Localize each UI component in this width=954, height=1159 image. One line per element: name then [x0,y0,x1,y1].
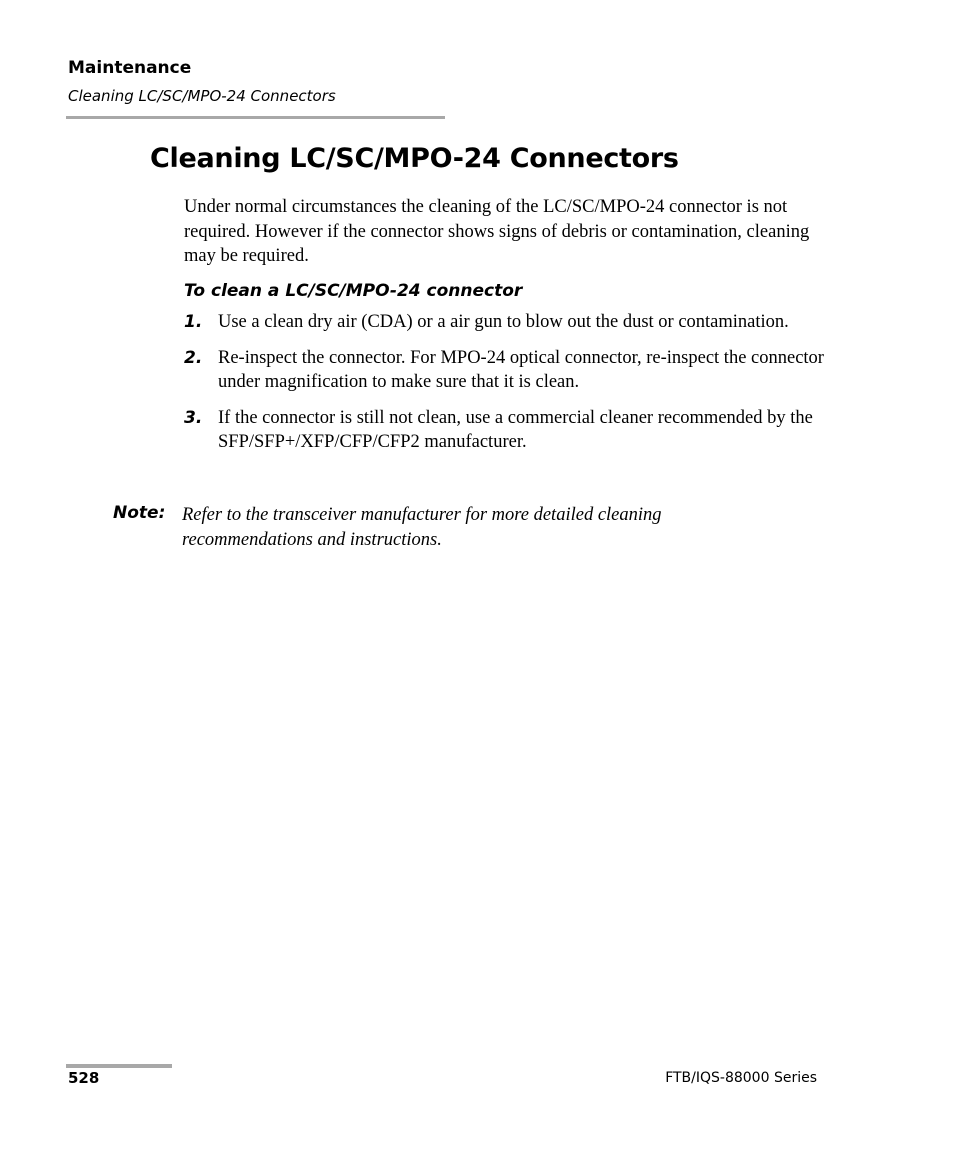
product-series: FTB/IQS-88000 Series [665,1070,817,1086]
intro-paragraph: Under normal circumstances the cleaning of the LC/SC/MPO-24 connector is not required. However if the connector shows signs of debris or contamination, cleaning may be required. [184,197,810,266]
step-number: 3. [184,407,203,428]
page-number: 528 [68,1069,100,1087]
step-number: 1. [184,312,203,332]
step-text: If the connector is still not clean, use a commercial cleaner recommended by the SFP/SFP+/XFP/CFP/CFP2 manufacturer. [218,407,813,452]
running-header-subsection: Cleaning LC/SC/MPO-24 Connectors [68,87,336,105]
header-rule [66,116,445,119]
step-number: 2. [184,347,203,368]
procedure-step [184,310,824,335]
footer-rule [66,1064,172,1068]
step-text: Re-inspect the connector. For MPO-24 optical connector, re-inspect the connector under magnification to make sure that it is clean. [218,347,824,392]
note-text: Refer to the transceiver manufacturer for more detailed cleaning recommendations and instructions. [182,505,662,550]
procedure-step [184,406,824,455]
page-title: Cleaning LC/SC/MPO-24 Connectors [150,143,679,174]
note-label: Note: [113,503,166,523]
procedure-step [184,346,824,395]
running-header-section: Maintenance [68,58,192,78]
step-text: Use a clean dry air (CDA) or a air gun to blow out the dust or contamination. [218,312,789,332]
procedure-steps [184,310,824,466]
procedure-title: To clean a LC/SC/MPO-24 connector [184,281,523,301]
